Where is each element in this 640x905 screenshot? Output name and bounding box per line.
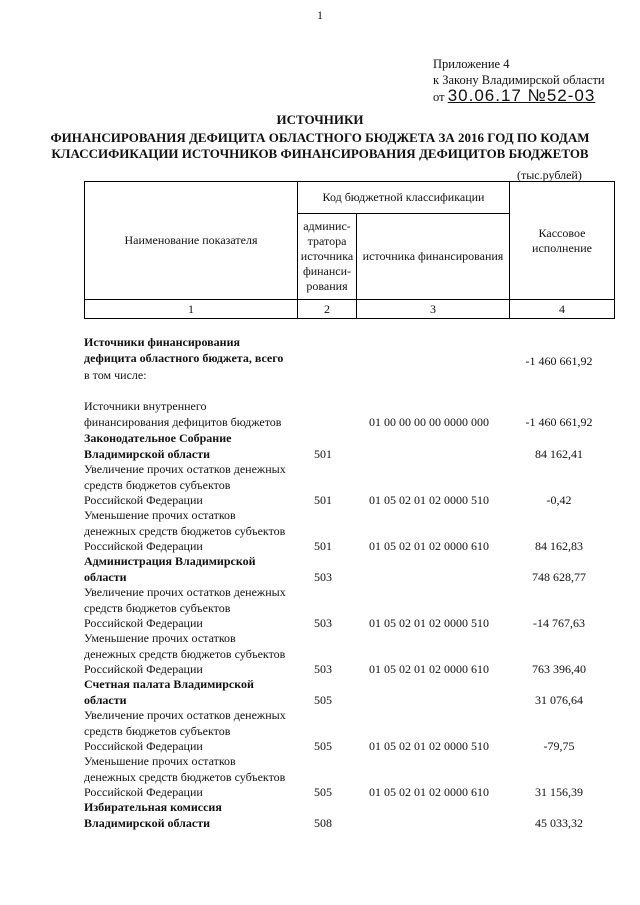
appendix-line-2: к Закону Владимирской области	[433, 73, 605, 87]
row-name	[84, 800, 299, 831]
row-name-line: Уменьшение прочих остатков	[84, 631, 236, 645]
row-name-line: Российской Федерации	[84, 493, 203, 507]
row-name-line: Российской Федерации	[84, 616, 203, 630]
row-name-line: Счетная палата Владимирской	[84, 677, 254, 691]
col-number-1: 1	[85, 300, 298, 319]
row-name-line: Источники внутреннего	[84, 399, 207, 413]
row-name-line: средств бюджетов субъектов	[84, 600, 231, 615]
row-code: 01 05 02 01 02 0000 610	[369, 785, 489, 799]
row-name-line: денежных средств бюджетов субъектов	[84, 646, 286, 661]
row-admin: 505	[314, 692, 332, 707]
unit-label: (тыс.рублей)	[517, 168, 582, 182]
col-number-4: 4	[510, 300, 615, 319]
header-source: источника финансирования	[357, 214, 510, 300]
appendix-line-1: Приложение 4	[433, 57, 510, 71]
row-name-line: дефицита областного бюджета, всего	[84, 350, 284, 365]
header-amount	[510, 182, 615, 300]
col-number-3: 3	[357, 300, 510, 319]
header-admin-line-3: источника	[300, 249, 354, 263]
row-name-line: Администрация Владимирской	[84, 554, 256, 568]
row-amount: 45 033,32	[535, 815, 583, 830]
row-name-line: средств бюджетов субъектов	[84, 723, 231, 738]
row-amount: 84 162,41	[535, 446, 583, 461]
title-line-1: ИСТОЧНИКИ	[276, 112, 364, 127]
row-name-line: области	[84, 569, 127, 584]
row-amount: -79,75	[543, 739, 575, 753]
row-name-line: денежных средств бюджетов субъектов	[84, 769, 286, 784]
row-name-line: средств бюджетов субъектов	[84, 477, 231, 492]
header-admin-line-1: админис-	[303, 219, 351, 233]
row-name-line: Российской Федерации	[84, 539, 203, 553]
header-admin	[298, 214, 357, 300]
appendix-line-3	[433, 88, 605, 105]
header-amount-line-1: Кассовое	[538, 225, 586, 240]
row-amount: -14 767,63	[533, 616, 585, 630]
row-name	[84, 677, 299, 708]
row-name-line: Уменьшение прочих остатков	[84, 508, 236, 522]
row-code: 01 05 02 01 02 0000 510	[369, 739, 489, 753]
row-amount: 31 156,39	[535, 785, 583, 799]
row-admin: 501	[314, 446, 332, 461]
table-header	[84, 181, 615, 319]
row-name-line: Увеличение прочих остатков денежных	[84, 708, 286, 722]
row-name	[84, 585, 299, 632]
row-admin: 501	[314, 539, 332, 553]
row-amount: -1 460 661,92	[525, 354, 593, 368]
row-name-line: финансирования дефицитов бюджетов	[84, 414, 282, 429]
row-name-line: Российской Федерации	[84, 739, 203, 753]
row-amount: -1 460 661,92	[525, 414, 593, 429]
row-code: 01 05 02 01 02 0000 510	[369, 493, 489, 507]
row-admin: 503	[314, 616, 332, 630]
header-admin-line-4: финанси-	[302, 264, 352, 278]
row-amount: 31 076,64	[535, 692, 583, 707]
row-code: 01 05 02 01 02 0000 610	[369, 539, 489, 553]
row-name-line: Увеличение прочих остатков денежных	[84, 462, 286, 476]
row-name	[84, 631, 299, 678]
title-line-2: ФИНАНСИРОВАНИЯ ДЕФИЦИТА ОБЛАСТНОГО БЮДЖЕТА ЗА 2016 ГОД ПО КОДАМ	[50, 130, 590, 145]
appendix-block	[433, 56, 605, 105]
row-code: 01 05 02 01 02 0000 510	[369, 616, 489, 630]
row-name-line: Законодательное Собрание	[84, 431, 232, 445]
row-name-line: Источники финансирования	[84, 335, 240, 349]
row-name	[84, 335, 299, 366]
row-admin: 508	[314, 815, 332, 830]
row-name	[84, 368, 299, 384]
header-name: Наименование показателя	[85, 182, 298, 300]
row-name-line: денежных средств бюджетов субъектов	[84, 523, 286, 538]
row-amount: 84 162,83	[535, 539, 583, 553]
row-amount: 748 628,77	[532, 569, 586, 584]
header-code-group: Код бюджетной классификации	[298, 182, 510, 214]
row-name	[84, 708, 299, 755]
row-name	[84, 554, 299, 585]
row-admin: 505	[314, 739, 332, 753]
row-name-line: Российской Федерации	[84, 662, 203, 676]
row-admin: 505	[314, 785, 332, 799]
row-admin: 501	[314, 493, 332, 507]
header-amount-line-2: исполнение	[532, 240, 592, 255]
row-amount: -0,42	[546, 493, 572, 507]
row-name-line: Избирательная комиссия	[84, 800, 222, 814]
row-name-line: Уменьшение прочих остатков	[84, 754, 236, 768]
row-code: 01 00 00 00 00 0000 000	[369, 414, 489, 429]
appendix-from: от	[433, 90, 445, 104]
row-name	[84, 508, 299, 555]
page-number: 1	[317, 8, 323, 22]
header-admin-line-2: тратора	[307, 234, 347, 248]
row-name	[84, 431, 299, 462]
row-name	[84, 399, 299, 430]
row-name	[84, 754, 299, 801]
row-name	[84, 462, 299, 509]
row-name-line: Владимирской области	[84, 446, 211, 461]
row-name-line: Российской Федерации	[84, 785, 203, 799]
law-date-number: 30.06.17 №52-03	[447, 86, 596, 105]
header-admin-line-5: рования	[306, 279, 348, 293]
row-name-line: Увеличение прочих остатков денежных	[84, 585, 286, 599]
row-code: 01 05 02 01 02 0000 610	[369, 662, 489, 676]
col-number-2: 2	[298, 300, 357, 319]
row-name-line: Владимирской области	[84, 815, 211, 830]
row-admin: 503	[314, 662, 332, 676]
row-name-line: области	[84, 692, 127, 707]
row-amount: 763 396,40	[532, 662, 586, 676]
row-admin: 503	[314, 569, 332, 584]
row-name-line: в том числе:	[84, 368, 147, 382]
title-line-3: КЛАССИФИКАЦИИ ИСТОЧНИКОВ ФИНАНСИРОВАНИЯ ДЕФИЦИТОВ БЮДЖЕТОВ	[51, 146, 589, 161]
